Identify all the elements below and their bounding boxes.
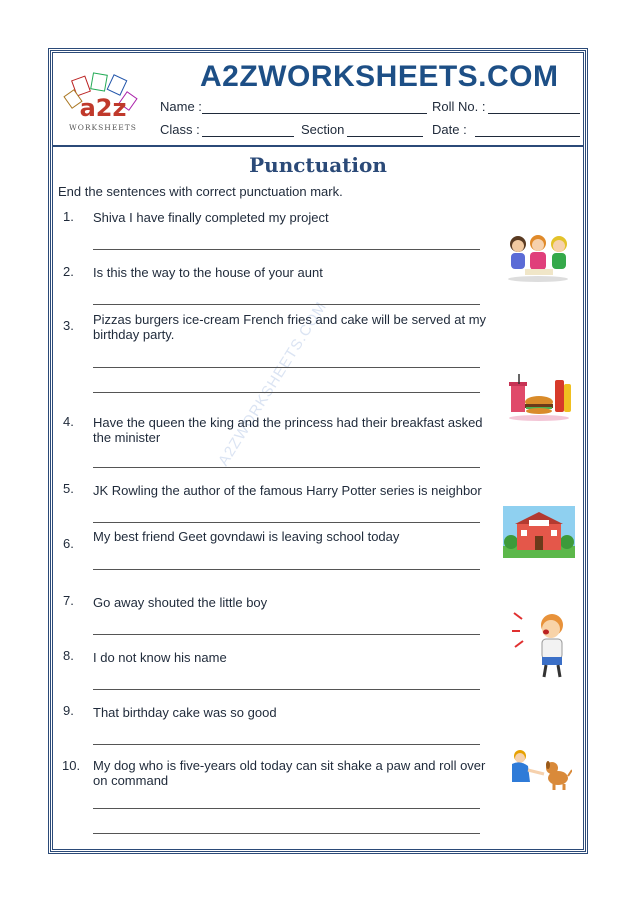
fastfood-clipart [505, 372, 573, 426]
instructions: End the sentences with correct punctuation mark. [58, 184, 343, 199]
answer-line[interactable] [93, 569, 480, 570]
question-number: 6. [63, 536, 74, 551]
worksheet-title: Punctuation [249, 153, 387, 177]
question-text: I do not know his name [93, 650, 227, 665]
date-field[interactable] [475, 136, 580, 137]
answer-line[interactable] [93, 392, 480, 393]
answer-line[interactable] [93, 744, 480, 745]
question-text: Have the queen the king and the princess had their breakfast asked the minister [93, 415, 483, 445]
school-clipart [503, 506, 575, 562]
answer-line[interactable] [93, 833, 480, 834]
shouting-boy-clipart [512, 607, 570, 685]
section-field[interactable] [347, 136, 423, 137]
question-text: JK Rowling the author of the famous Harry Potter series is neighbor [93, 483, 482, 498]
class-field[interactable] [202, 136, 294, 137]
question-text: That birthday cake was so good [93, 705, 277, 720]
question-number: 8. [63, 648, 74, 663]
question-text: Is this the way to the house of your aunt [93, 265, 323, 280]
question-number: 9. [63, 703, 74, 718]
site-title: A2ZWORKSHEETS.COM [200, 60, 559, 93]
answer-line[interactable] [93, 467, 480, 468]
question-text: Go away shouted the little boy [93, 595, 268, 610]
logo-subtext: WORKSHEETS [69, 123, 137, 132]
roll-no-label: Roll No. : [432, 99, 486, 114]
question-text: Pizzas burgers ice-cream French fries and cake will be served at my birthday party. [93, 312, 487, 342]
children-clipart [503, 231, 573, 287]
question-number: 2. [63, 264, 74, 279]
question-number: 7. [63, 593, 74, 608]
name-label: Name : [160, 99, 202, 114]
date-label: Date : [432, 122, 467, 137]
question-number: 1. [63, 209, 74, 224]
watermark: A2ZWORKSHEETS.COM [215, 298, 331, 470]
answer-line[interactable] [93, 634, 480, 635]
section-label: Section [301, 122, 345, 137]
header-divider [52, 145, 584, 147]
answer-line[interactable] [93, 808, 480, 809]
answer-line[interactable] [93, 249, 480, 250]
answer-line[interactable] [93, 367, 480, 368]
class-label: Class : [160, 122, 200, 137]
question-number: 10. [62, 758, 81, 773]
dog-trainer-clipart [508, 748, 572, 796]
question-text: My dog who is five-years old today can sit shake a paw and roll over on command [93, 758, 486, 788]
question-number: 3. [63, 318, 74, 333]
answer-line[interactable] [93, 522, 480, 523]
roll-no-field[interactable] [488, 113, 580, 114]
logo-mark: a2z [79, 94, 127, 122]
question-number: 5. [63, 481, 74, 496]
name-field[interactable] [202, 113, 427, 114]
question-number: 4. [63, 414, 74, 429]
answer-line[interactable] [93, 689, 480, 690]
question-text: My best friend Geet govndawi is leaving school today [93, 529, 400, 544]
answer-line[interactable] [93, 304, 480, 305]
a2z-logo [62, 72, 144, 134]
question-text: Shiva I have finally completed my project [93, 210, 329, 225]
